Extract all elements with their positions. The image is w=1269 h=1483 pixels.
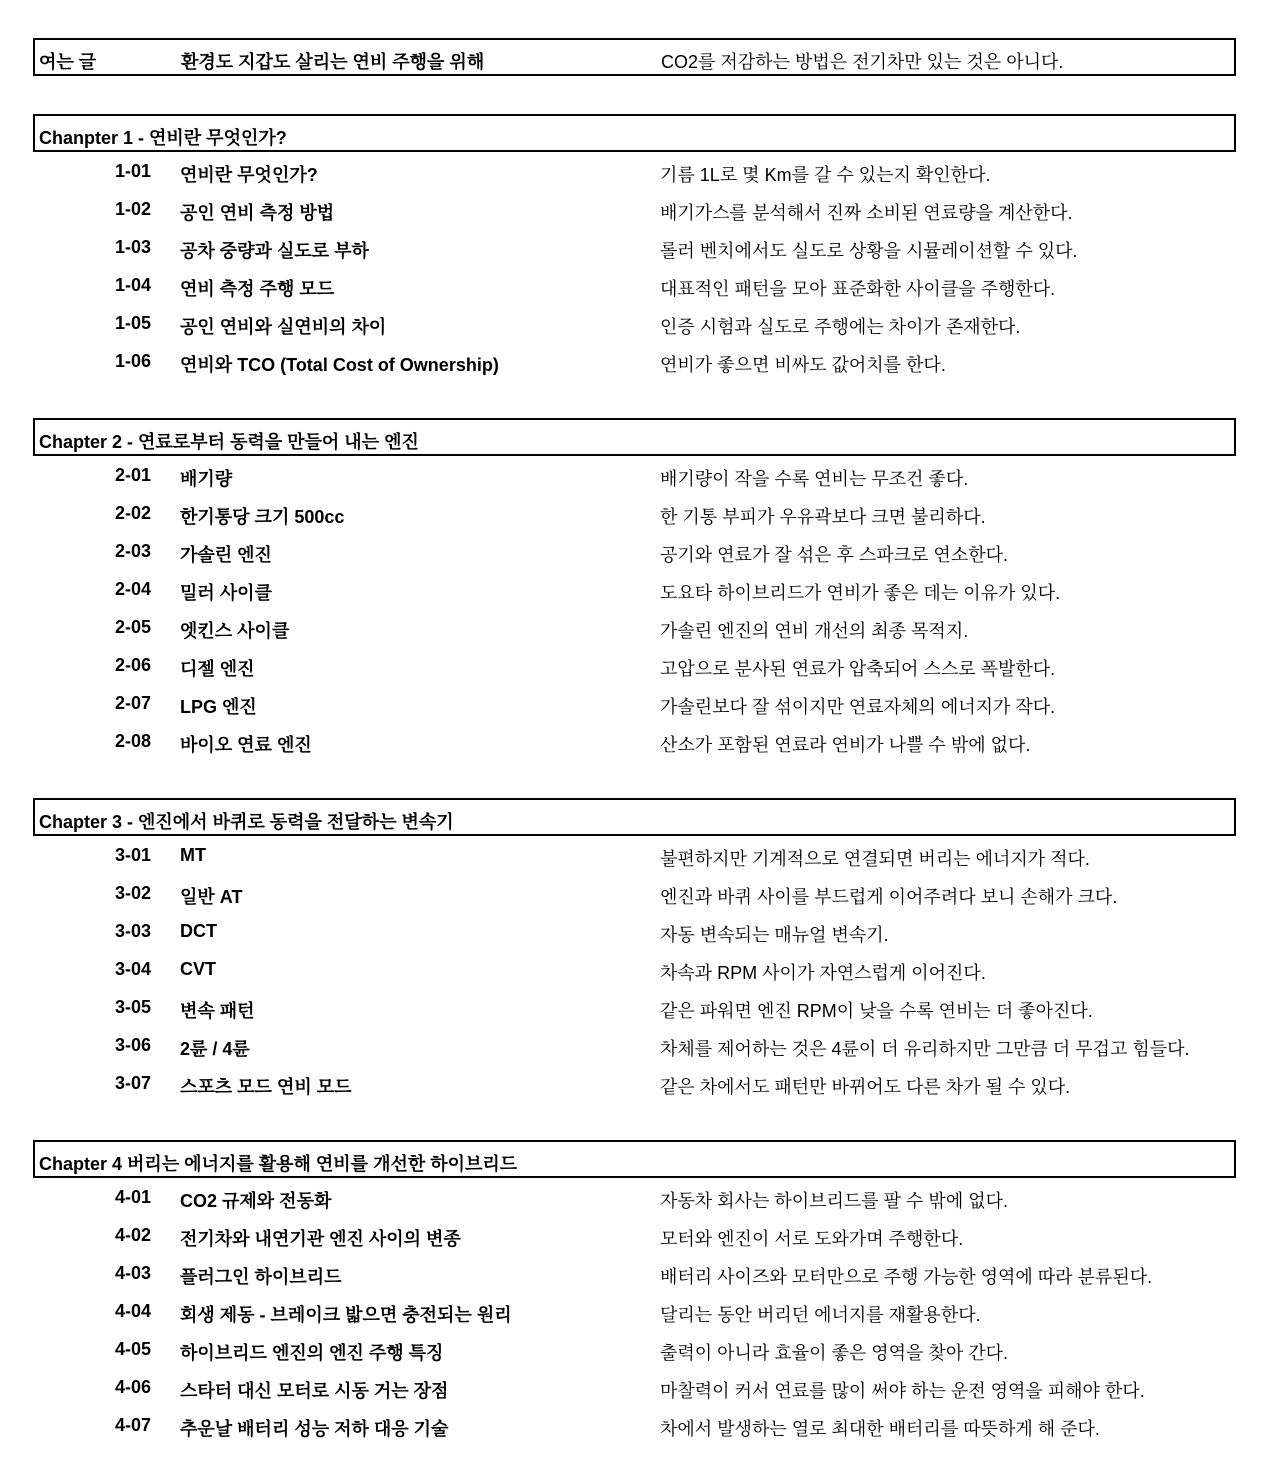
toc-row (33, 1026, 1236, 1064)
item-description: 엔진과 바퀴 사이를 부드럽게 이어주려다 보니 손해가 크다. (660, 887, 1118, 907)
item-number: 4-06 (115, 1377, 152, 1397)
intro-desc: CO2를 저감하는 방법은 전기차만 있는 것은 아니다. (661, 52, 1064, 72)
item-description: 차속과 RPM 사이가 자연스럽게 이어진다. (660, 963, 986, 983)
chapter-section (33, 418, 1236, 760)
item-number: 4-01 (115, 1187, 152, 1207)
toc-row (33, 722, 1236, 760)
item-title: 연비와 TCO (Total Cost of Ownership) (180, 355, 499, 375)
chapter-section (33, 1140, 1236, 1444)
item-number: 2-03 (115, 541, 152, 561)
item-title: 바이오 연료 엔진 (180, 735, 312, 755)
item-number: 2-07 (115, 693, 152, 713)
item-description: 한 기통 부피가 우유곽보다 크면 불리하다. (660, 507, 986, 527)
item-title: LPG 엔진 (180, 697, 257, 717)
toc-row (33, 1292, 1236, 1330)
toc-row (33, 532, 1236, 570)
item-description: 마찰력이 커서 연료를 많이 써야 하는 운전 영역을 피해야 한다. (660, 1381, 1145, 1401)
item-description: 같은 차에서도 패턴만 바뀌어도 다른 차가 될 수 있다. (660, 1077, 1071, 1097)
item-number: 1-02 (115, 199, 152, 219)
toc-row (33, 190, 1236, 228)
item-description: 산소가 포함된 연료라 연비가 나쁠 수 밖에 없다. (660, 735, 1031, 755)
item-title: 스타터 대신 모터로 시동 거는 장점 (180, 1381, 449, 1401)
toc-row (33, 988, 1236, 1026)
toc-row (33, 494, 1236, 532)
toc-row (33, 1254, 1236, 1292)
item-description: 모터와 엔진이 서로 도와가며 주행한다. (660, 1229, 964, 1249)
item-description: 롤러 벤치에서도 실도로 상황을 시뮬레이션할 수 있다. (660, 241, 1078, 261)
item-description: 자동 변속되는 매뉴얼 변속기. (660, 925, 889, 945)
item-title: 일반 AT (180, 887, 243, 907)
item-title: 변속 패턴 (180, 1001, 255, 1021)
item-description: 연비가 좋으면 비싸도 값어치를 한다. (660, 355, 946, 375)
toc-row (33, 152, 1236, 190)
item-number: 3-02 (115, 883, 152, 903)
toc-row (33, 684, 1236, 722)
toc-row (33, 304, 1236, 342)
toc-row (33, 1064, 1236, 1102)
item-description: 출력이 아니라 효율이 좋은 영역을 찾아 간다. (660, 1343, 1008, 1363)
item-title: 공차 중량과 실도로 부하 (180, 241, 369, 261)
item-description: 자동차 회사는 하이브리드를 팔 수 밖에 없다. (660, 1191, 1008, 1211)
item-description: 불편하지만 기계적으로 연결되면 버리는 에너지가 적다. (660, 849, 1090, 869)
toc-row (33, 608, 1236, 646)
item-title: 밀러 사이클 (180, 583, 272, 603)
item-number: 2-01 (115, 465, 152, 485)
item-number: 4-03 (115, 1263, 152, 1283)
item-title: 공인 연비 측정 방법 (180, 203, 335, 223)
item-number: 1-01 (115, 161, 152, 181)
table-of-contents (33, 38, 1236, 1482)
item-title: 배기량 (180, 469, 233, 489)
toc-row (33, 836, 1236, 874)
item-title: DCT (180, 921, 217, 941)
item-number: 2-05 (115, 617, 152, 637)
item-description: 기름 1L로 몇 Km를 갈 수 있는지 확인한다. (660, 165, 991, 185)
toc-row (33, 912, 1236, 950)
item-description: 고압으로 분사된 연료가 압축되어 스스로 폭발한다. (660, 659, 1056, 679)
item-number: 1-06 (115, 351, 152, 371)
item-description: 배기가스를 분석해서 진짜 소비된 연료량을 계산한다. (660, 203, 1073, 223)
item-number: 3-03 (115, 921, 152, 941)
item-title: 추운날 배터리 성능 저하 대응 기술 (180, 1419, 449, 1439)
toc-row (33, 646, 1236, 684)
item-number: 2-02 (115, 503, 152, 523)
toc-row (33, 1330, 1236, 1368)
item-title: 하이브리드 엔진의 엔진 주행 특징 (180, 1343, 444, 1363)
chapter-heading-box (33, 1140, 1236, 1178)
intro-box (33, 38, 1236, 76)
item-number: 3-01 (115, 845, 152, 865)
item-description: 달리는 동안 버리던 에너지를 재활용한다. (660, 1305, 981, 1325)
item-title: 2륜 / 4륜 (180, 1039, 250, 1059)
toc-row (33, 1178, 1236, 1216)
item-number: 2-04 (115, 579, 152, 599)
item-description: 공기와 연료가 잘 섞은 후 스파크로 연소한다. (660, 545, 1008, 565)
item-number: 3-05 (115, 997, 152, 1017)
item-title: 스포츠 모드 연비 모드 (180, 1077, 352, 1097)
item-title: 전기차와 내연기관 엔진 사이의 변종 (180, 1229, 461, 1249)
toc-row (33, 456, 1236, 494)
toc-row (33, 950, 1236, 988)
intro-section (33, 38, 1236, 76)
item-description: 차에서 발생하는 열로 최대한 배터리를 따뜻하게 해 준다. (660, 1419, 1100, 1439)
item-description: 대표적인 패턴을 모아 표준화한 사이클을 주행한다. (660, 279, 1056, 299)
item-title: 가솔린 엔진 (180, 545, 272, 565)
item-description: 가솔린보다 잘 섞이지만 연료자체의 에너지가 작다. (660, 697, 1056, 717)
toc-row (33, 874, 1236, 912)
item-title: CVT (180, 959, 216, 979)
chapter-heading-box (33, 798, 1236, 836)
item-number: 4-05 (115, 1339, 152, 1359)
item-title: 엣킨스 사이클 (180, 621, 290, 641)
chapter-heading-box (33, 114, 1236, 152)
item-description: 가솔린 엔진의 연비 개선의 최종 목적지. (660, 621, 969, 641)
chapter-heading: Chapter 2 - 연료로부터 동력을 만들어 내는 엔진 (39, 432, 419, 452)
item-number: 2-06 (115, 655, 152, 675)
item-description: 인증 시험과 실도로 주행에는 차이가 존재한다. (660, 317, 1021, 337)
intro-label: 여는 글 (39, 52, 97, 72)
item-number: 2-08 (115, 731, 152, 751)
item-title: 공인 연비와 실연비의 차이 (180, 317, 387, 337)
toc-row (33, 1368, 1236, 1406)
item-number: 3-07 (115, 1073, 152, 1093)
item-number: 4-02 (115, 1225, 152, 1245)
item-number: 1-05 (115, 313, 152, 333)
item-title: CO2 규제와 전동화 (180, 1191, 332, 1211)
item-title: 디젤 엔진 (180, 659, 255, 679)
item-number: 1-04 (115, 275, 152, 295)
chapter-heading: Chapter 3 - 엔진에서 바퀴로 동력을 전달하는 변속기 (39, 812, 454, 832)
item-description: 배기량이 작을 수록 연비는 무조건 좋다. (660, 469, 969, 489)
chapter-heading-box (33, 418, 1236, 456)
toc-row (33, 1216, 1236, 1254)
toc-row (33, 228, 1236, 266)
chapter-heading: Chanpter 1 - 연비란 무엇인가? (39, 128, 287, 148)
toc-row (33, 266, 1236, 304)
item-number: 4-07 (115, 1415, 152, 1435)
item-title: 연비란 무엇인가? (180, 165, 318, 185)
item-title: MT (180, 845, 206, 865)
item-number: 1-03 (115, 237, 152, 257)
item-title: 연비 측정 주행 모드 (180, 279, 335, 299)
item-description: 같은 파워면 엔진 RPM이 낮을 수록 연비는 더 좋아진다. (660, 1001, 1093, 1021)
toc-row (33, 1406, 1236, 1444)
item-description: 배터리 사이즈와 모터만으로 주행 가능한 영역에 따라 분류된다. (660, 1267, 1153, 1287)
chapter-section (33, 114, 1236, 380)
toc-row (33, 342, 1236, 380)
intro-title: 환경도 지갑도 살리는 연비 주행을 위해 (181, 52, 485, 72)
item-title: 회생 제동 - 브레이크 밟으면 충전되는 원리 (180, 1305, 512, 1325)
toc-row (33, 570, 1236, 608)
item-description: 도요타 하이브리드가 연비가 좋은 데는 이유가 있다. (660, 583, 1061, 603)
chapter-section (33, 798, 1236, 1102)
chapter-heading: Chapter 4 버리는 에너지를 활용해 연비를 개선한 하이브리드 (39, 1154, 518, 1174)
item-number: 4-04 (115, 1301, 152, 1321)
item-number: 3-04 (115, 959, 152, 979)
item-number: 3-06 (115, 1035, 152, 1055)
item-description: 차체를 제어하는 것은 4륜이 더 유리하지만 그만큼 더 무겁고 힘들다. (660, 1039, 1190, 1059)
item-title: 플러그인 하이브리드 (180, 1267, 342, 1287)
item-title: 한기통당 크기 500cc (180, 507, 345, 527)
